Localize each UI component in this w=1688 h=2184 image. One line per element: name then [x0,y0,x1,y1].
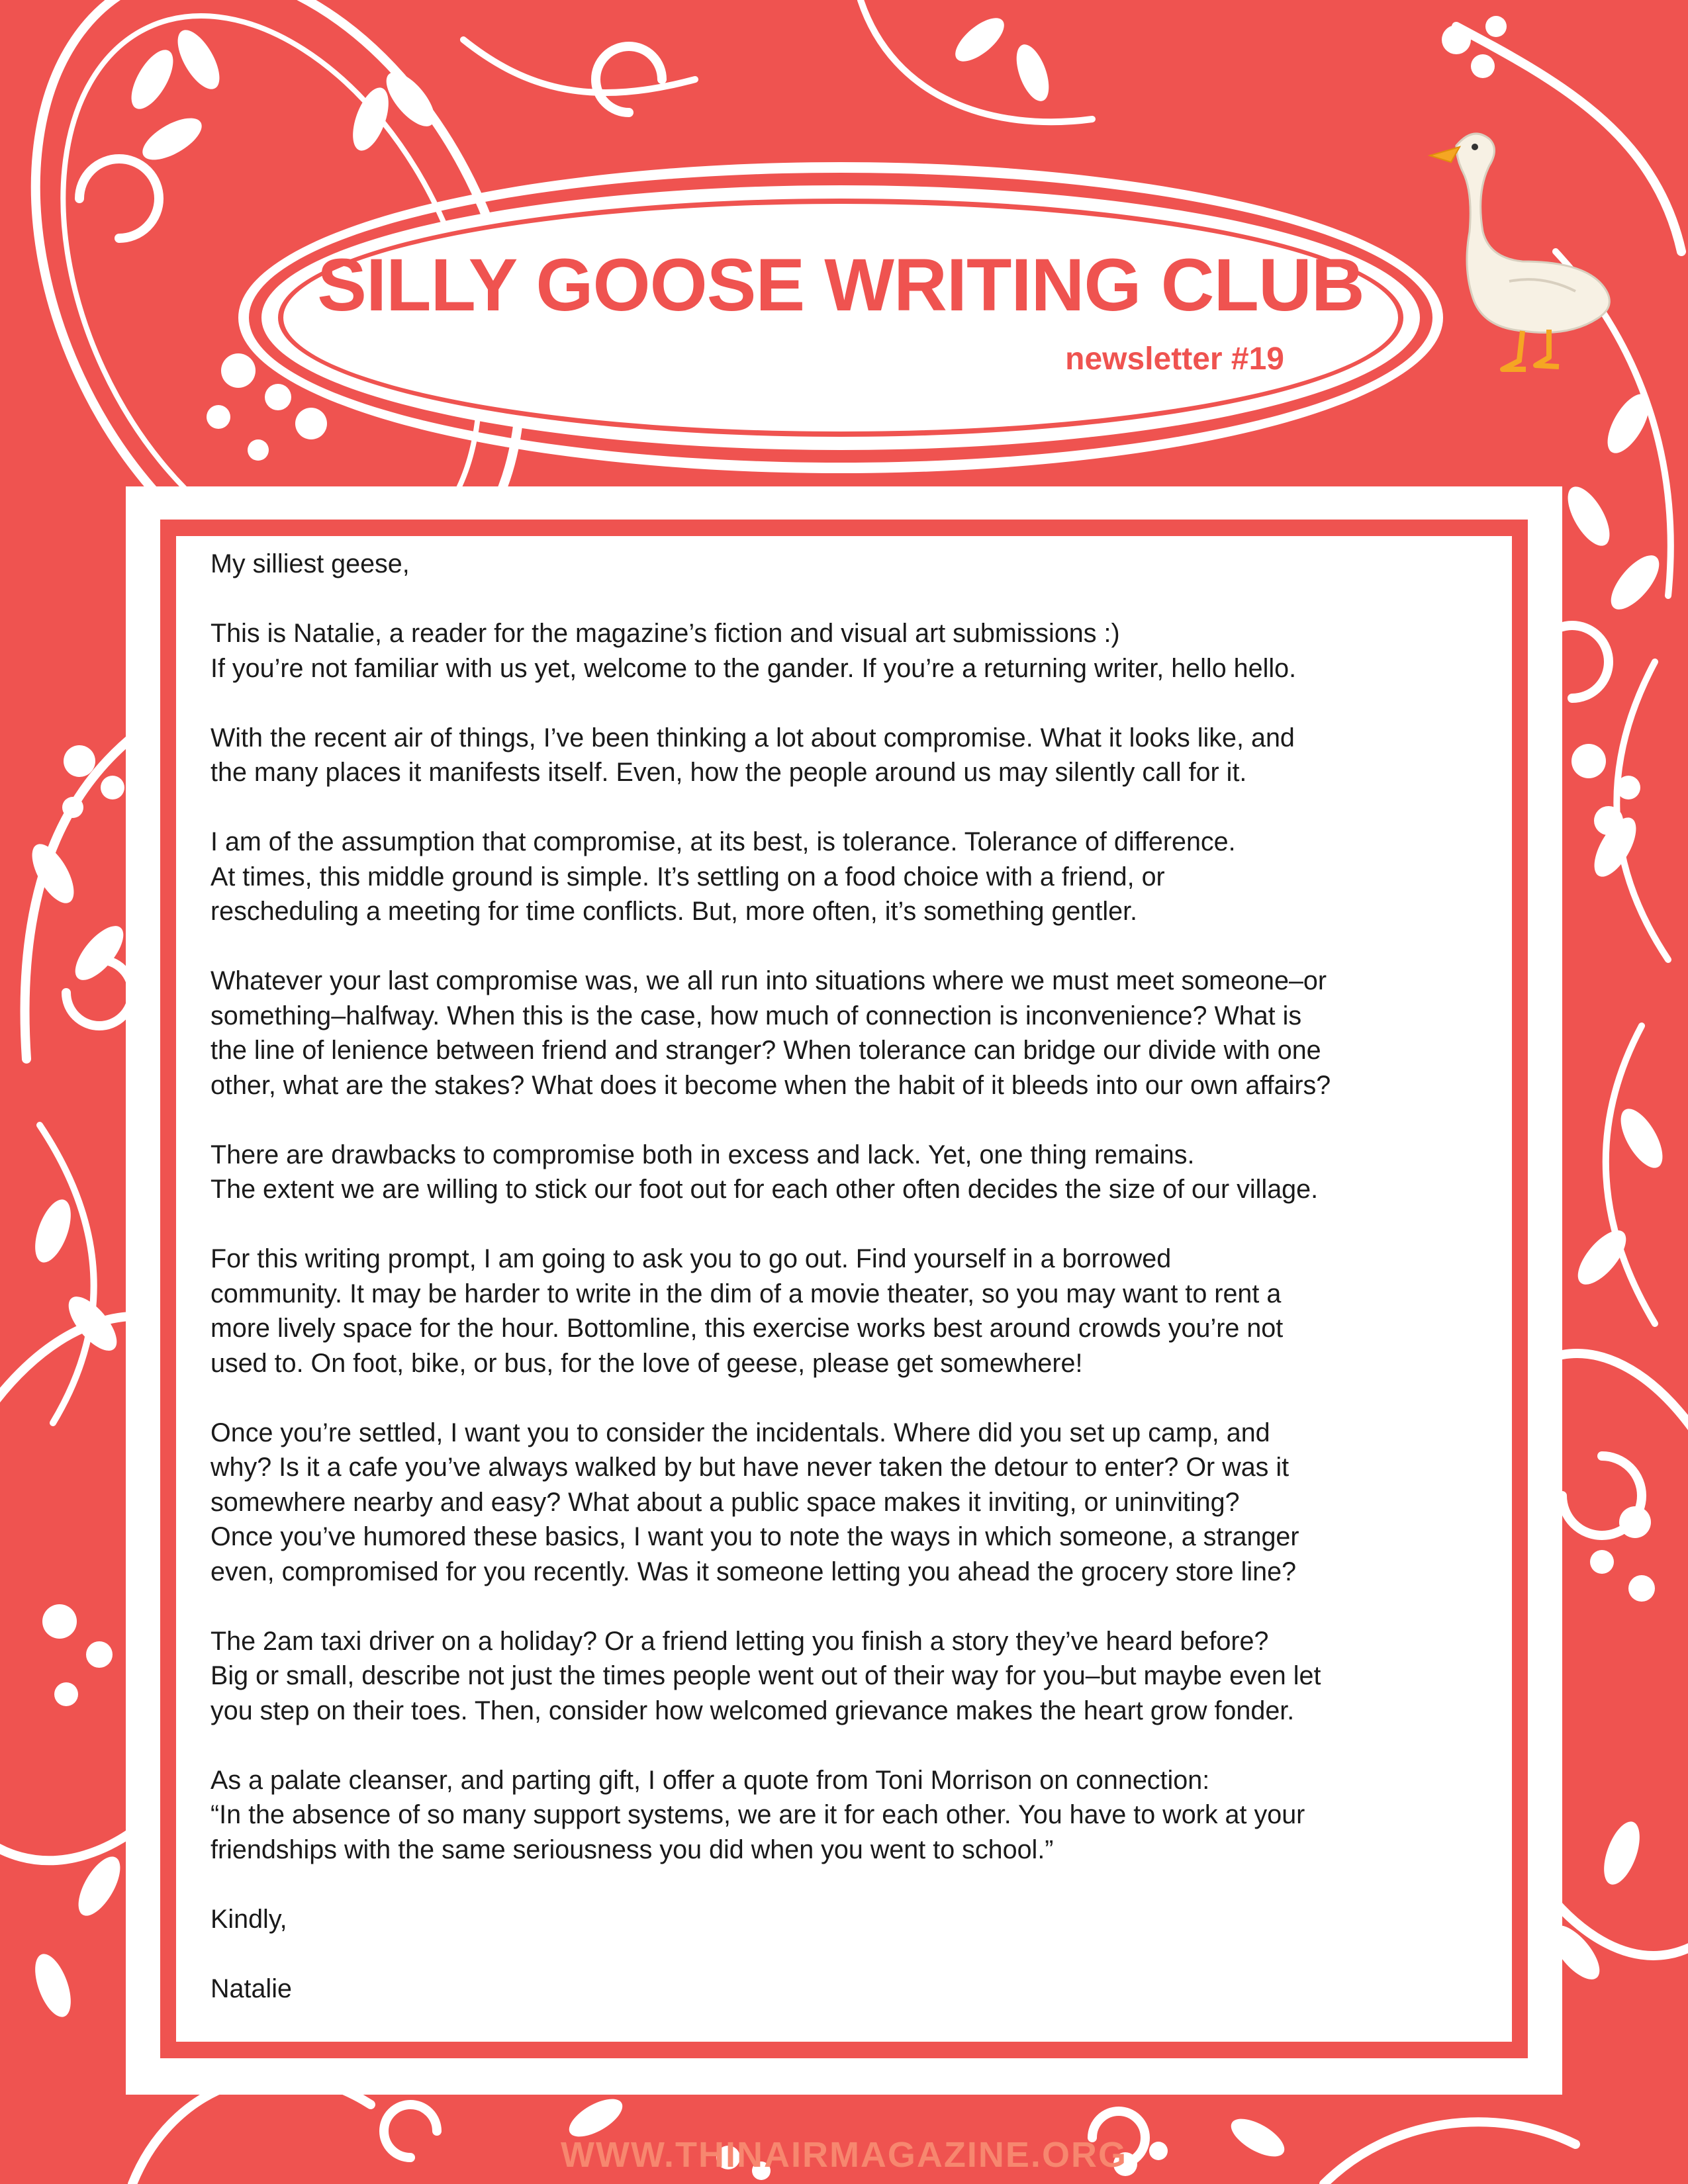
letter-body [211,547,1495,2006]
letter-paragraph: I am of the assumption that compromise, at its best, is tolerance. Tolerance of difference. At times, this middle ground is simple. It’s settling on a food choice with a friend, or rescheduling a meeting for time conflicts. But, more often, it’s something gentler. [211,827,1236,926]
letter-signature: Natalie [211,1974,292,2003]
letter-paragraph: For this writing prompt, I am going to ask you to go out. Find yourself in a borrowed community. It may be harder to write in the dim of a movie theater, so you may want to rent a more lively space for the hour. Bottomline, this exercise works best around crowds you’re not used to. On foot, bike, or bus, for the love of geese, please get somewhere! [211,1244,1284,1378]
letter-paragraph: The 2am taxi driver on a holiday? Or a friend letting you finish a story they’ve heard before? Big or small, describe not just the times people went out of their way for you–but maybe even let you step on their toes. Then, consider how welcomed grievance makes the heart grow fonder. [211,1626,1321,1725]
letter-paragraph: Whatever your last compromise was, we all run into situations where we must meet someone–or something–halfway. When this is the case, how much of connection is inconvenience? What is the line of lenience between friend and stranger? When tolerance can bridge our divide with one other, what are the stakes? What does it become when the habit of it bleeds into our own affairs? [211,966,1331,1100]
goose-icon [1410,119,1628,384]
letter-paragraph: Once you’re settled, I want you to consider the incidentals. Where did you set up camp, and why? Is it a cafe you’ve always walked by but have never taken the detour to enter? Or was it somewhere nearby and easy? What about a public space makes it inviting, or uninviting? Once you’ve humored these basics, I want you to note the ways in which someone, a stranger even, compromised for you recently. Was it someone letting you ahead the grocery store line? [211,1418,1299,1586]
letter-greeting: My silliest geese, [211,549,410,578]
letter-paragraph: As a palate cleanser, and parting gift, I offer a quote from Toni Morrison on connection: “In the absence of so many support systems, we are it for each other. You have to work at your friendships with the same seriousness you did when you went to school.” [211,1765,1305,1864]
letter-paragraph: With the recent air of things, I’ve been thinking a lot about compromise. What it looks like, and the many places it manifests itself. Even, how the people around us may silently call for it. [211,723,1295,787]
newsletter-issue: newsletter #19 [1065,341,1284,377]
letter-paragraph: There are drawbacks to compromise both in excess and lack. Yet, one thing remains. The extent we are willing to stick our foot out for each other often decides the size of our village. [211,1140,1319,1204]
letter-paragraph: This is Natalie, a reader for the magazine’s fiction and visual art submissions :) If you’re not familiar with us yet, welcome to the gander. If you’re a returning writer, hello hello. [211,619,1297,683]
newsletter-title: SILLY GOOSE WRITING CLUB [317,244,1364,326]
footer-website-link[interactable]: WWW.THINAIRMAGAZINE.ORG [561,2135,1127,2175]
letter-closing: Kindly, [211,1904,287,1934]
